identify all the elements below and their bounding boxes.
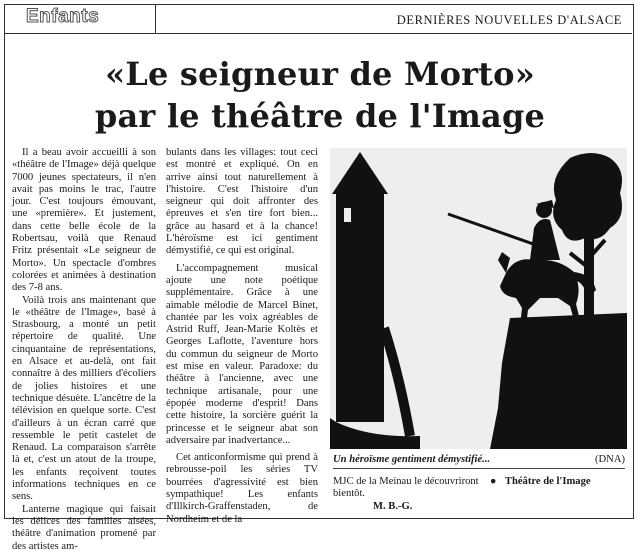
info-note-title: Théâtre de l'Image (504, 476, 591, 487)
paragraph: L'accompagnement musical ajoute une note poétique supplémentaire. Grâce à une aimable mélodie de Marcel Binet, chantée par les voix agréables de Astrid Ruff, Jean-Marie Koltès et Georges Laflotte, l'aventure hors du commun du seigneur de Morto est mise en valeur. Paradoxe: du théâtre à l'ancienne, avec une technique artisanale, pour une épopée moderne d'esprit! Dans cette histoire, la sorcière guérit la princesse et le seigneur abat son adversaire par inadvertance... (166, 262, 318, 446)
paragraph: Lanterne magique qui faisait les délices des familles aisées, théâtre d'animation promené par des artistes am- (12, 503, 156, 552)
shadow-theatre-photo (330, 148, 627, 449)
author-signature: M. B.-G. (373, 500, 413, 512)
headline-line-1: «Le seigneur de Morto» (105, 55, 535, 93)
header-rule (156, 33, 632, 34)
headline-line-2: par le théâtre de l'Image (94, 97, 546, 135)
section-label: Enfants (26, 6, 100, 27)
paragraph: Cet anticonformisme qui prend à rebrousse-poil les séries TV bourrées d'agressivité est bien sympathique! Les enfants d'Illkirch-Graffenstaden, de Nordheim et de la (166, 452, 318, 525)
shadow-puppet-illustration (330, 148, 627, 449)
bullet-icon: ● (490, 476, 497, 487)
paragraph: MJC de la Meinau le découvriront bientôt. (333, 476, 479, 500)
article-column-3 (333, 476, 481, 513)
caption-text: Un héroïsme gentiment démystifié... (333, 454, 491, 465)
paragraph: Il a beau avoir accueilli à son «théâtre de l'Image» déjà quelque 7000 jeunes spectateurs, il n'en avait pas moins le trac, l'autre jour. C'est toujours émouvant, une «première». Et justement, dans cette belle école de la Robertsau, voilà que Renaud Fritz présentait «Le seigneur de Morto». Un spectacle d'ombres colorées et animées à destination des 7-8 ans. (12, 147, 156, 294)
article-column-2 (166, 147, 318, 526)
newspaper-name: DERNIÈRES NOUVELLES D'ALSACE (396, 13, 622, 27)
article-column-1 (12, 147, 156, 553)
photo-caption (333, 454, 625, 469)
info-note (490, 476, 625, 487)
paragraph: Voilà trois ans maintenant que le «théâtre de l'Image», basé à Strasbourg, a monté un petit répertoire de qualité. Une cinquantaine de représentations, en Alsace et au-delà, ont fait connaître à des milliers d'écoliers de jolies histoires et une technique désuète. L'ancêtre de la télévision en quelque sorte. C'est d'ailleurs à un écran carré que ressemble le petit castelet de Renaud. La comparaison s'arrête là et, c'est un atout de la troupe, les enfants reçoivent toutes informations techniques en ce sens. (12, 294, 156, 503)
photo-credit: (DNA) (594, 454, 625, 465)
paragraph: bulants dans les villages: tout ceci est montré et expliqué. On en arrive ainsi tout naturellement à l'histoire. C'est l'histoire d'un seigneur qui doit affronter des épreuves et s'en tire fort bien... grâce au hasard et à la chance! L'héroïsme est ici gentiment démystifié, ce qui est original. (166, 147, 318, 257)
section-tab (4, 4, 156, 34)
